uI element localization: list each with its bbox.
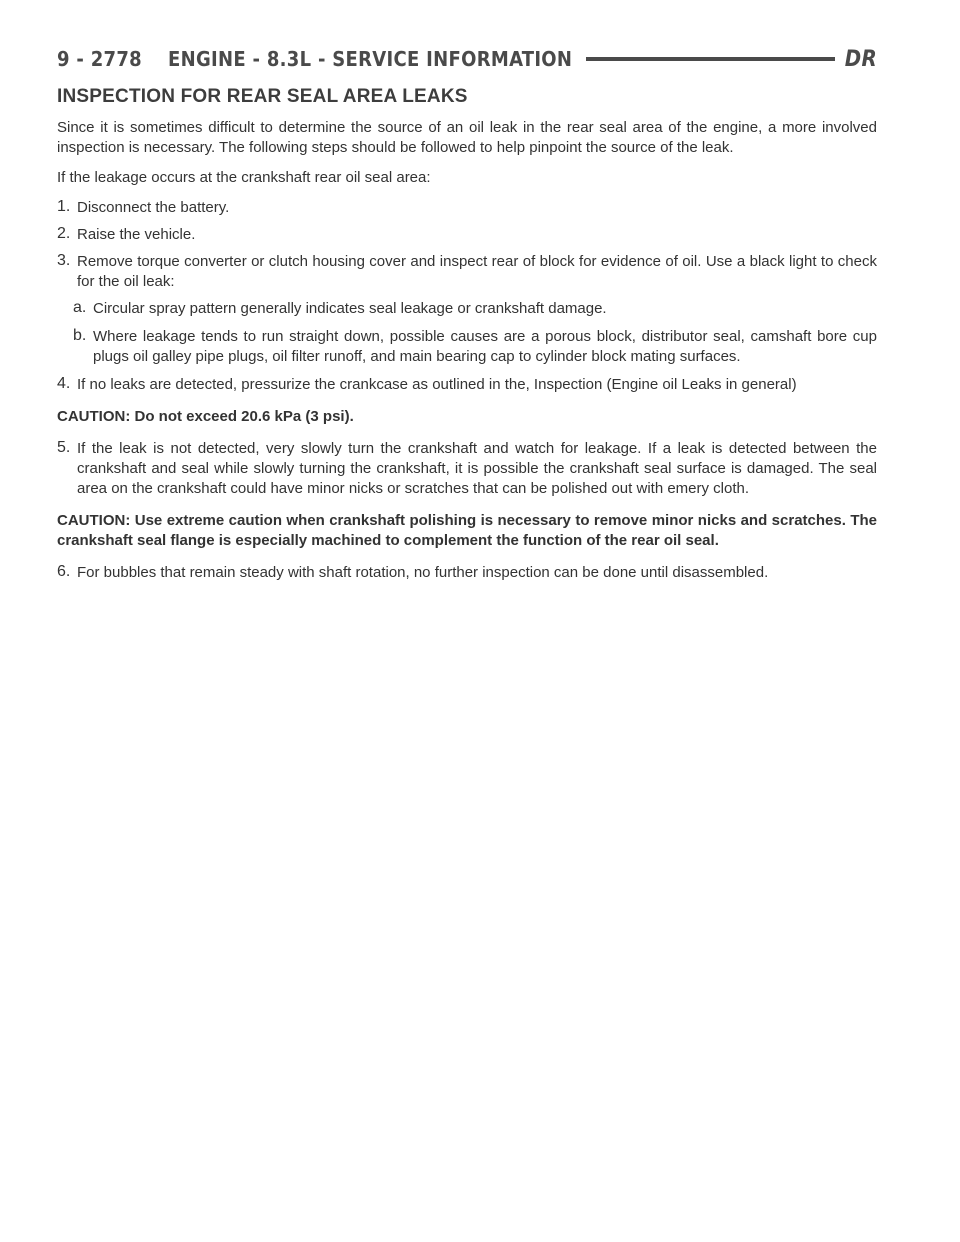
step-5 (57, 439, 877, 499)
page-number: 9 - 2778 (57, 47, 142, 71)
step-number: 4. (57, 375, 71, 392)
substep-text: Where leakage tends to run straight down, possible causes are a porous block, distributor seal, camshaft bore cup plugs oil galley pipe plugs, oil filter runoff, and main bearing cap to cylinder block mating surfaces. (93, 328, 877, 365)
step-number: 1. (57, 198, 71, 215)
caution-pressure: CAUTION: Do not exceed 20.6 kPa (3 psi). (57, 408, 354, 425)
header-rule (586, 57, 834, 61)
step-number: 5. (57, 439, 71, 456)
document-body (57, 86, 877, 590)
model-code: DR (844, 46, 877, 72)
step-text: Disconnect the battery. (77, 199, 230, 216)
step-number: 2. (57, 225, 71, 242)
step-text: If no leaks are detected, pressurize the crankcase as outlined in the, Inspection (Engine oil Leaks in general) (77, 376, 797, 393)
substep-letter: b. (73, 327, 87, 344)
step-6 (57, 563, 877, 583)
substep-a (73, 299, 877, 319)
step-1 (57, 198, 877, 218)
step-text: If the leak is not detected, very slowly turn the crankshaft and watch for leakage. If a leak is detected between the crankshaft and seal while slowly turning the crankshaft, it is possible the crankshaft seal surface is damaged. The seal area on the crankshaft could have minor nicks or scratches that can be polished out with emery cloth. (77, 440, 877, 497)
caution-polishing: CAUTION: Use extreme caution when crankshaft polishing is necessary to remove minor nicks and scratches. The crankshaft seal flange is especially machined to complement the function of the rear oil seal. (57, 512, 877, 549)
step-4 (57, 375, 877, 395)
header-title: ENGINE - 8.3L - SERVICE INFORMATION (168, 47, 573, 71)
step-number: 6. (57, 563, 71, 580)
step-text: Raise the vehicle. (77, 226, 196, 243)
condition-paragraph: If the leakage occurs at the crankshaft rear oil seal area: (57, 169, 431, 186)
step-number: 3. (57, 252, 71, 269)
page-header (57, 46, 877, 72)
section-title: INSPECTION FOR REAR SEAL AREA LEAKS (57, 86, 468, 107)
step-2 (57, 225, 877, 245)
step-3 (57, 252, 877, 292)
intro-paragraph: Since it is sometimes difficult to determine the source of an oil leak in the rear seal area of the engine, a more involved inspection is necessary. The following steps should be followed to help pinpoint the source of the leak. (57, 119, 877, 156)
substep-letter: a. (73, 299, 87, 316)
substep-b (73, 327, 877, 367)
substep-text: Circular spray pattern generally indicates seal leakage or crankshaft damage. (93, 300, 607, 317)
step-text: Remove torque converter or clutch housing cover and inspect rear of block for evidence of oil. Use a black light to check for the oil leak: (77, 253, 877, 290)
step-text: For bubbles that remain steady with shaft rotation, no further inspection can be done until disassembled. (77, 564, 769, 581)
